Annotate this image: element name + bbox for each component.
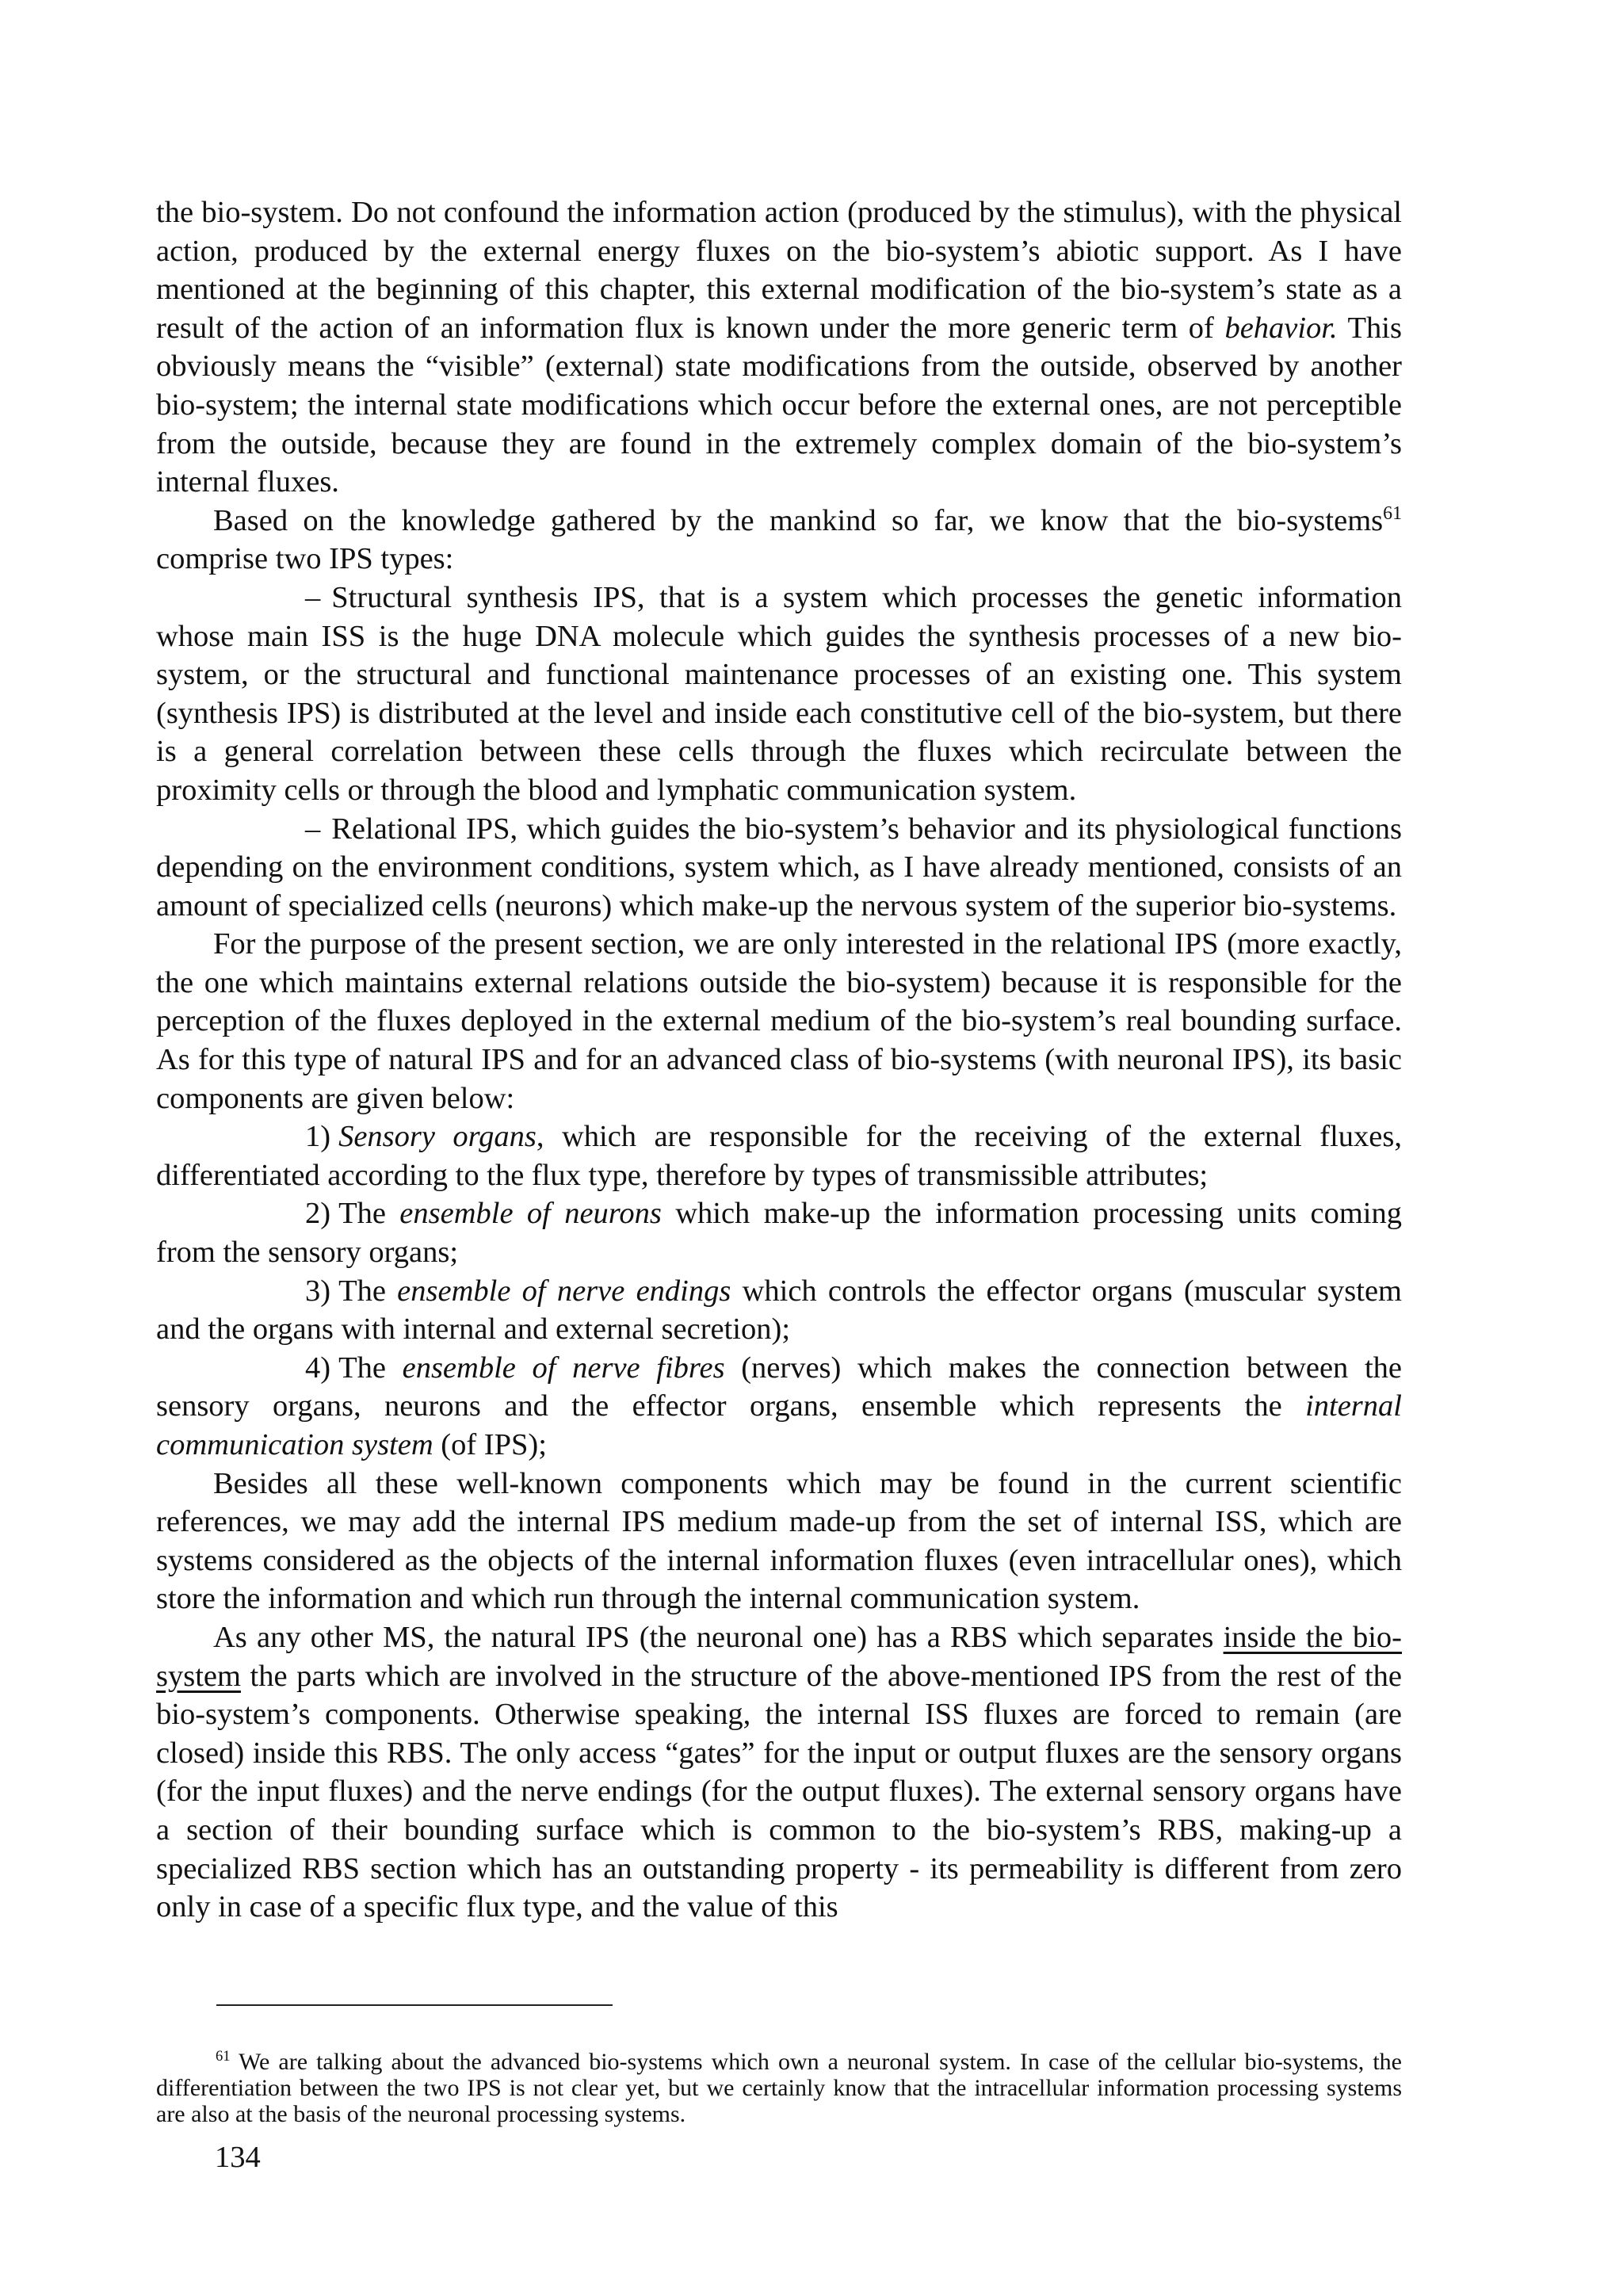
dash-bullet: –	[305, 812, 321, 846]
list-item: 2) The ensemble of neurons which make-up the information processing units coming from the sensory organs;	[156, 1197, 1402, 1270]
paragraph: the bio-system. Do not confound the information action (produced by the stimulus), with the physical action, produced by the external energy fluxes on the bio-system’s abiotic support. As I have mentioned at the beginning of this chapter, this external modification of the bio-system’s state as a result of the action of an information flux is known under the more generic term of behavior. This obviously means the “visible” (external) state modifications from the outside, observed by another bio-system; the internal state modifications which occur before the external ones, are not perceptible from the outside, because they are found in the extremely complex domain of the bio-system’s internal fluxes.	[156, 196, 1402, 499]
dash-bullet: –	[305, 580, 321, 614]
list-item: 1) Sensory organs, which are responsible for the receiving of the external fluxes, differentiated according to the flux type, therefore by types of transmissible attributes;	[156, 1120, 1402, 1192]
list-number: 2)	[305, 1197, 331, 1231]
main-text	[156, 193, 1402, 1927]
list-number: 3)	[305, 1274, 331, 1308]
list-item: – Relational IPS, which guides the bio-system’s behavior and its physiological functions depending on the environment conditions, system which, as I have already mentioned, consists of an amount of specialized cells (neurons) which make-up the nervous system of the superior bio-systems.	[156, 812, 1402, 923]
list-item: 4) The ensemble of nerve fibres (nerves) which makes the connection between the sensory organs, neurons and the effector organs, ensemble which represents the internal communication system (of IPS);	[156, 1350, 1403, 1461]
paragraph: Based on the knowledge gathered by the mankind so far, we know that the bio-systems$^{61}$ comprise two IPS types:	[156, 502, 1402, 576]
page-number: 134	[215, 2141, 261, 2174]
list-number: 4)	[305, 1350, 331, 1385]
list-number: 1)	[305, 1120, 331, 1154]
list-item: – Structural synthesis IPS, that is a system which processes the genetic information whose main ISS is the huge DNA molecule which guides the synthesis processes of a new bio-system, or the structural and functional maintenance processes of an existing one. This system (synthesis IPS) is distributed at the level and inside each constitutive cell of the bio-system, but there is a general correlation between these cells through the fluxes which recirculate between the proximity cells or through the blood and lymphatic communication system.	[156, 580, 1402, 807]
list-item: 3) The ensemble of nerve endings which controls the effector organs (muscular system and the organs with internal and external secretion);	[156, 1274, 1402, 1347]
paragraph: As any other MS, the natural IPS (the neuronal one) has a RBS which separates inside the bio-system the parts which are involved in the structure of the above-mentioned IPS from the rest of the bio-system’s components. Otherwise speaking, the internal ISS fluxes are forced to remain (are closed) inside this RBS. The only access “gates” for the input or output fluxes are the sensory organs (for the input fluxes) and the nerve endings (for the output fluxes). The external sensory organs have a section of their bounding surface which is common to the bio-system’s RBS, making-up a specialized RBS section which has an outstanding property - its permeability is different from zero only in case of a specific flux type, and the value of this	[156, 1620, 1402, 1924]
footnote: $^{61}$ We are talking about the advanced bio-systems which own a neuronal system. In case of the cellular bio-systems, the differentiation between the two IPS is not clear yet, but we certainly know that the intracellular information processing systems are also at the basis of the neuronal processing systems.	[156, 2048, 1402, 2127]
paragraph: Besides all these well-known components which may be found in the current scientific references, we may add the internal IPS medium made-up from the set of internal ISS, which are systems considered as the objects of the internal information fluxes (even intracellular ones), which store the information and which run through the internal communication system.	[156, 1466, 1402, 1616]
footnote-divider	[216, 2004, 613, 2006]
paragraph: For the purpose of the present section, we are only interested in the relational IPS (more exactly, the one which maintains external relations outside the bio-system) because it is responsible for the perception of the fluxes deployed in the external medium of the bio-system’s real bounding surface. As for this type of natural IPS and for an advanced class of bio-systems (with neuronal IPS), its basic components are given below:	[156, 927, 1402, 1115]
footnote-reference: 61	[1383, 502, 1402, 524]
footnote-marker: 61	[216, 2048, 231, 2065]
